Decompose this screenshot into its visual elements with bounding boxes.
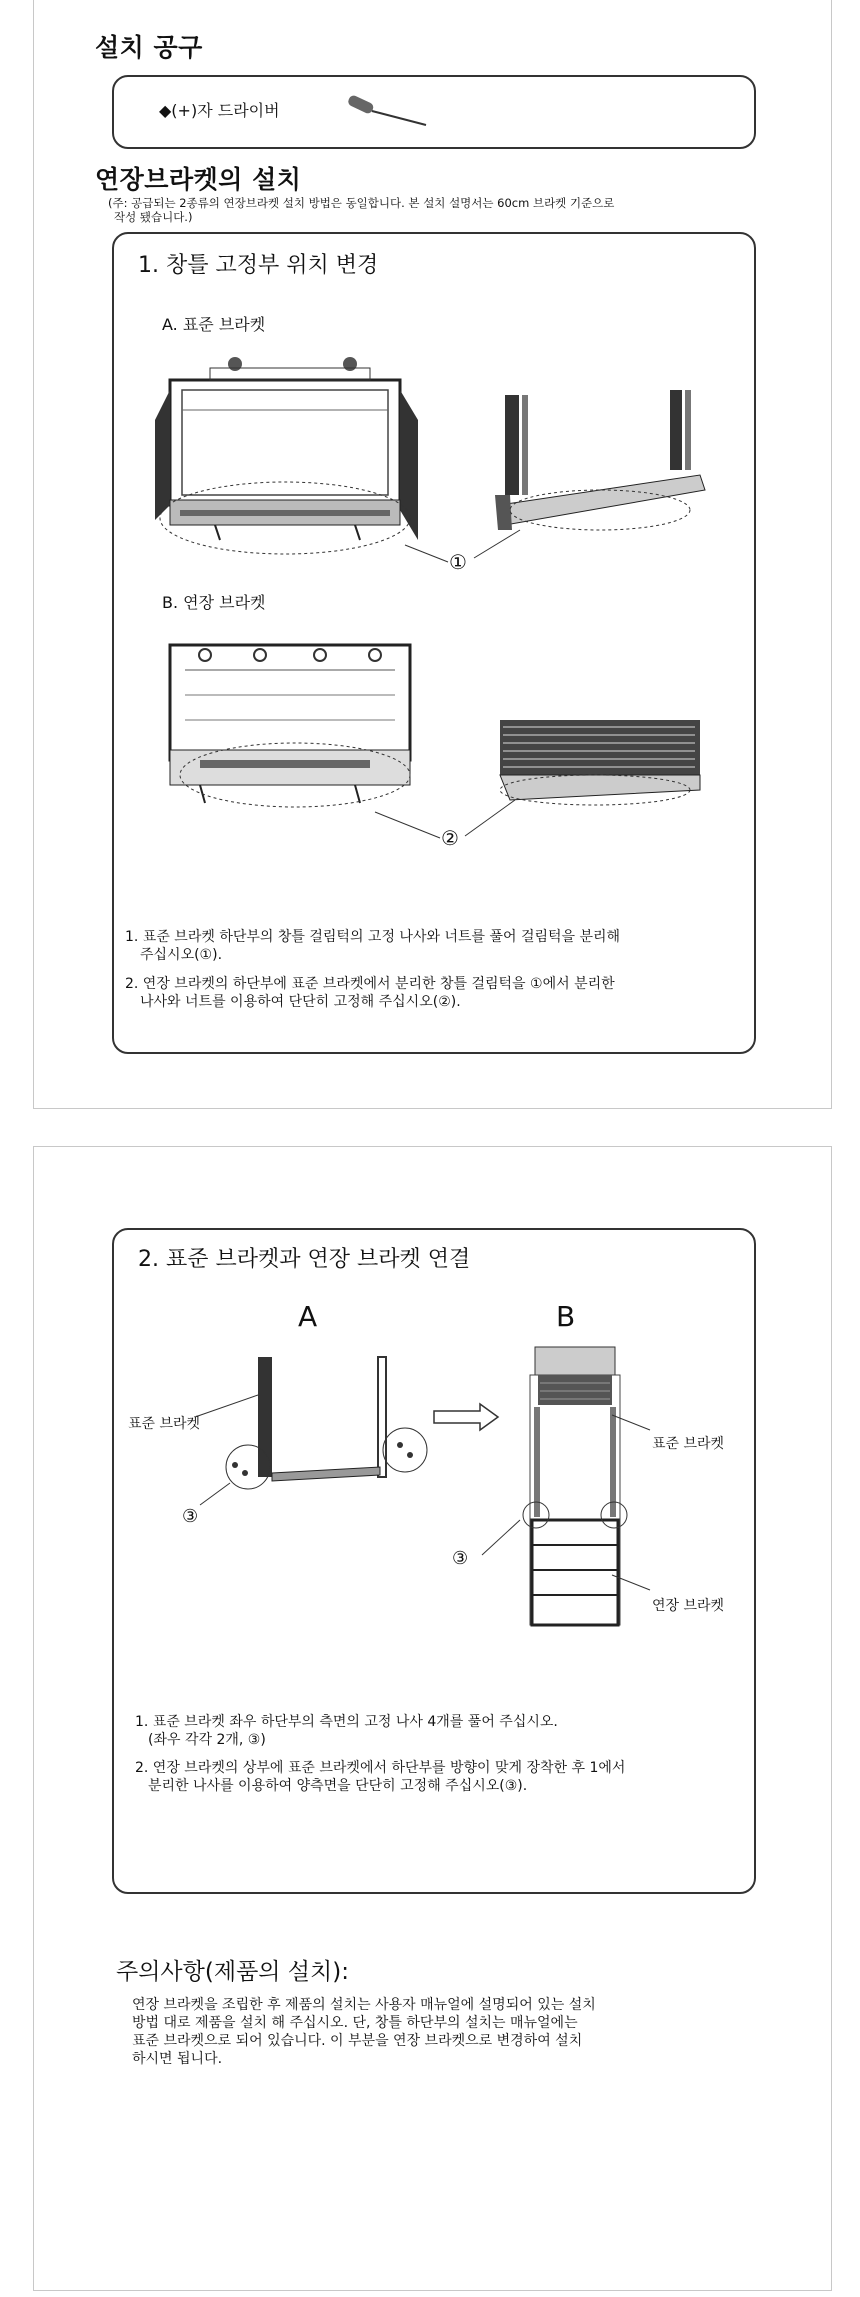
step1-title: 1. 창틀 고정부 위치 변경 bbox=[138, 253, 379, 278]
std-bracket-label-left: 표준 브라켓 bbox=[128, 1416, 201, 1432]
note-line-2: 작성 됐습니다.) bbox=[114, 210, 193, 224]
sub-a-label: A. 표준 브라켓 bbox=[162, 315, 266, 334]
ext-bracket-label: 연장 브라켓 bbox=[652, 1598, 725, 1614]
sub-b-label: B. 연장 브라켓 bbox=[162, 593, 266, 612]
figure-label-b: B bbox=[556, 1300, 576, 1333]
std-bracket-label-right: 표준 브라켓 bbox=[652, 1436, 725, 1452]
note-line-1: (주: 공급되는 2종류의 연장브라켓 설치 방법은 동일합니다. 본 설치 설명서는 60cm 브라켓 기준으로 bbox=[108, 196, 615, 210]
step2-inst1-line2: (좌우 각각 2개, ③) bbox=[148, 1732, 266, 1748]
caution-line-3: 표준 브라켓으로 되어 있습니다. 이 부분을 연장 브라켓으로 변경하여 설치 bbox=[132, 2033, 583, 2049]
callout-1: ① bbox=[449, 550, 467, 574]
step2-inst2-line1: 2. 연장 브라켓의 상부에 표준 브라켓에서 하단부를 방향이 맞게 장착한 후 1에서 bbox=[135, 1760, 626, 1776]
install-heading: 연장브라켓의 설치 bbox=[95, 165, 302, 194]
step1-inst2-line1: 2. 연장 브라켓의 하단부에 표준 브라켓에서 분리한 창틀 걸림턱을 ①에서 분리한 bbox=[125, 976, 615, 992]
step2-inst2-line2: 분리한 나사를 이용하여 양측면을 단단히 고정해 주십시오(③). bbox=[148, 1778, 528, 1794]
caution-line-1: 연장 브라켓을 조립한 후 제품의 설치는 사용자 매뉴얼에 설명되어 있는 설치 bbox=[132, 1997, 596, 2013]
callout-3a: ③ bbox=[182, 1506, 199, 1527]
step1-inst1-line1: 1. 표준 브라켓 하단부의 창틀 걸림턱의 고정 나사와 너트를 풀어 걸림턱을 분리해 bbox=[125, 929, 621, 945]
caution-line-4: 하시면 됩니다. bbox=[132, 2051, 223, 2067]
callout-3b: ③ bbox=[452, 1548, 469, 1569]
figure-label-a: A bbox=[298, 1300, 318, 1333]
caution-line-2: 방법 대로 제품을 설치 해 주십시오. 단, 창틀 하단부의 설치는 매뉴얼에는 bbox=[132, 2015, 578, 2031]
caution-title: 주의사항(제품의 설치): bbox=[116, 1959, 349, 1985]
step1-inst1-line2: 주십시오(①). bbox=[140, 947, 223, 963]
step1-inst2-line2: 나사와 너트를 이용하여 단단히 고정해 주십시오(②). bbox=[140, 994, 461, 1010]
tools-heading: 설치 공구 bbox=[95, 33, 203, 62]
step2-title: 2. 표준 브라켓과 연장 브라켓 연결 bbox=[138, 1247, 471, 1272]
tool-label: ◆(+)자 드라이버 bbox=[159, 101, 280, 120]
step2-inst1-line1: 1. 표준 브라켓 좌우 하단부의 측면의 고정 나사 4개를 풀어 주십시오. bbox=[135, 1714, 558, 1730]
callout-2: ② bbox=[441, 826, 459, 850]
